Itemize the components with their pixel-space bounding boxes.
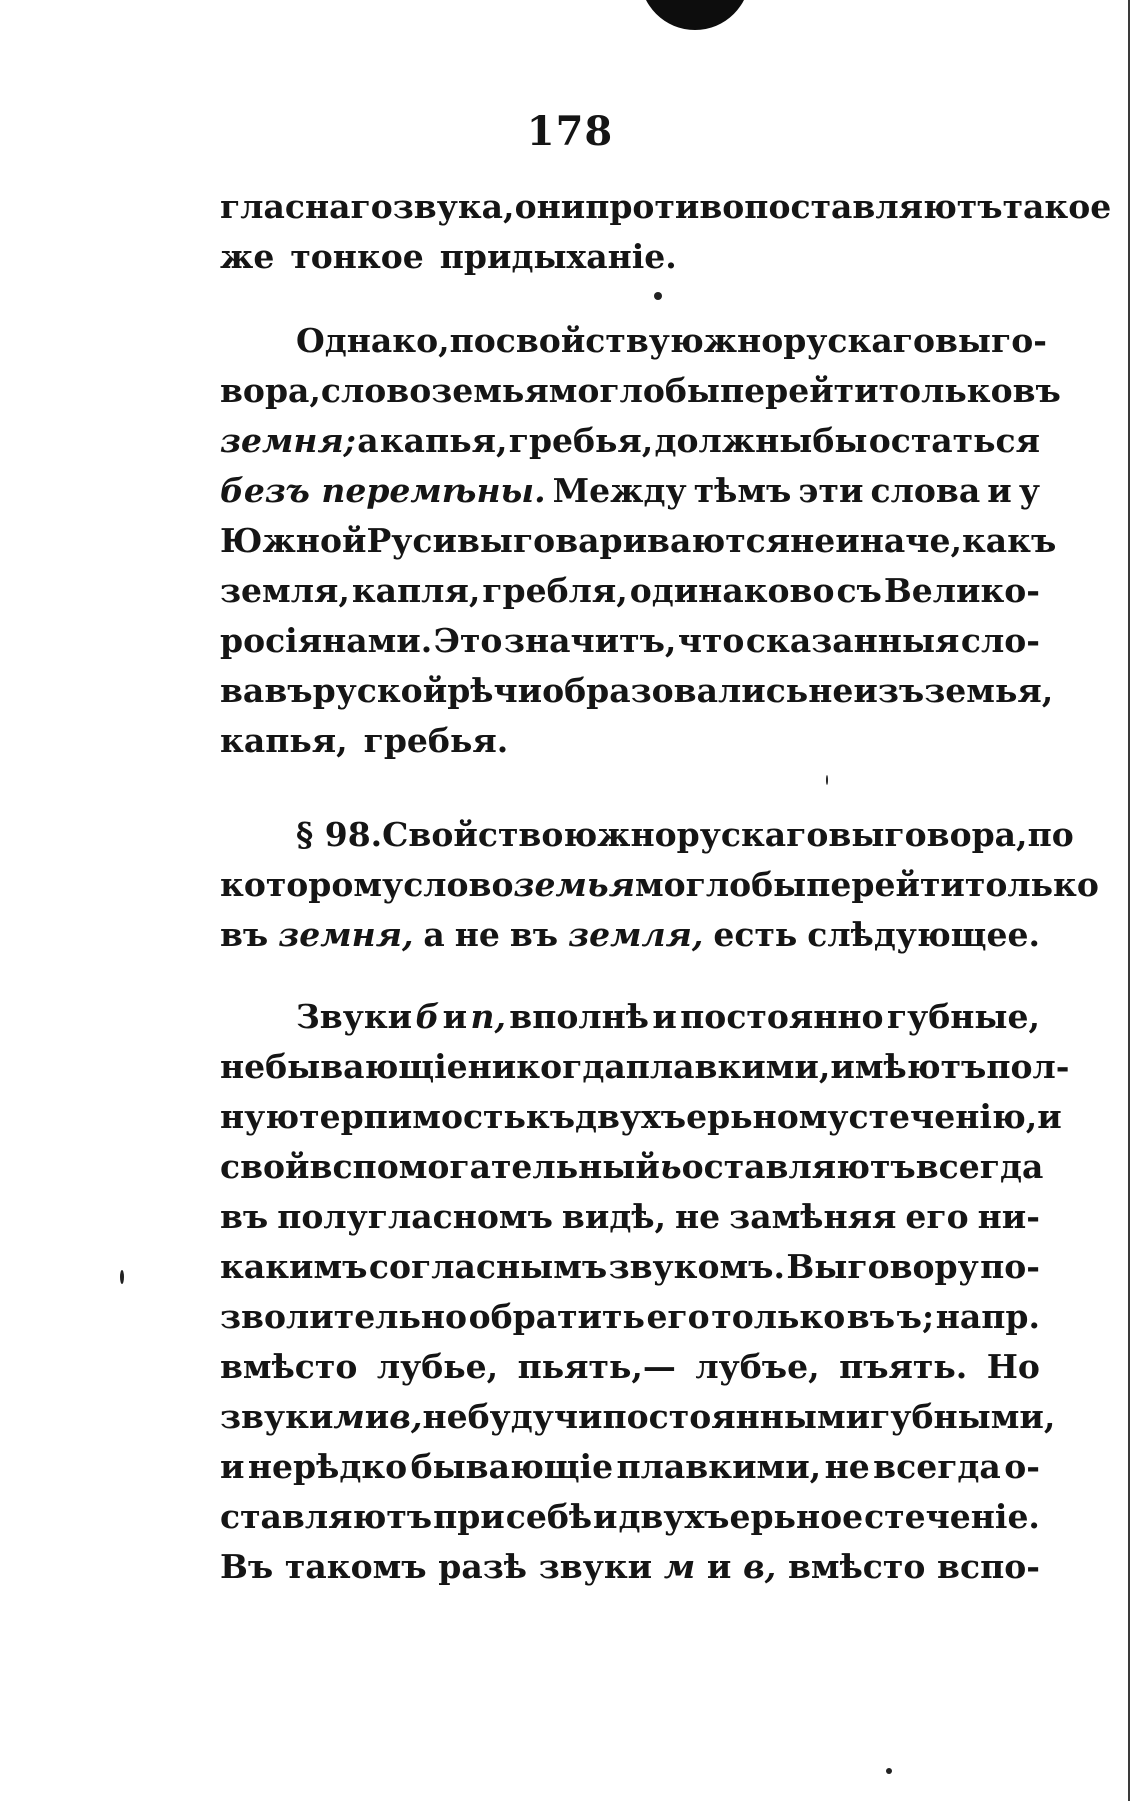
word: земня, <box>278 915 414 954</box>
word: никогда <box>467 1047 626 1086</box>
text-line <box>220 316 1047 366</box>
word: разѣ <box>438 1547 528 1586</box>
word: земня; <box>220 421 356 460</box>
word: гласнаго <box>220 187 393 226</box>
word: перейти <box>719 371 879 410</box>
ink-speck <box>120 1270 124 1284</box>
word: слѣдующее. <box>807 915 1040 954</box>
word: по- <box>980 1247 1040 1286</box>
word: двухъерьное <box>618 1497 864 1536</box>
word: придыханіе. <box>439 237 677 276</box>
word: Руси <box>366 521 457 560</box>
text-line <box>220 1092 1062 1142</box>
word: лубье, <box>376 1347 499 1386</box>
word: Свойство <box>382 815 564 854</box>
paragraph-1 <box>220 182 1112 282</box>
word: въ <box>1012 371 1061 410</box>
text-line <box>220 716 1040 766</box>
word: ва <box>220 671 265 710</box>
word: Велико- <box>883 571 1040 610</box>
word: по <box>449 321 496 360</box>
ink-speck <box>886 1768 892 1774</box>
word: стеченію, <box>848 1097 1038 1136</box>
word: такомъ <box>284 1547 427 1586</box>
text-line <box>220 1492 1040 1542</box>
word: же <box>220 237 275 276</box>
word: о- <box>1004 1447 1040 1486</box>
word: къ <box>525 1097 576 1136</box>
text-line <box>220 810 1074 860</box>
word: по <box>1027 815 1074 854</box>
word: губные, <box>886 997 1040 1036</box>
word: двухъерьному <box>575 1097 849 1136</box>
word: такое <box>1002 187 1112 226</box>
word: будучи <box>467 1397 603 1436</box>
word: вспомогательный <box>309 1147 660 1186</box>
word: его <box>646 1297 710 1336</box>
word: напр. <box>935 1297 1040 1336</box>
text-line <box>220 616 1040 666</box>
section-98-heading <box>220 810 1099 960</box>
word: значитъ, <box>503 621 677 660</box>
word: б <box>415 997 440 1036</box>
word: вспо- <box>937 1547 1040 1586</box>
word: моглобы <box>548 371 720 410</box>
word: земья <box>513 865 635 904</box>
word: есть <box>713 915 798 954</box>
word: ную <box>220 1097 300 1136</box>
word: постоянными <box>602 1397 871 1436</box>
page-edge <box>1128 0 1130 1801</box>
word: м <box>333 1397 365 1436</box>
word: въ <box>264 671 313 710</box>
text-line <box>220 516 1057 566</box>
word: ни- <box>977 1197 1040 1236</box>
word: Въ <box>220 1547 274 1586</box>
word: и <box>706 1547 732 1586</box>
word: ставляютъ <box>220 1497 433 1536</box>
word: небывающіе <box>220 1047 468 1086</box>
word: у <box>1018 471 1040 510</box>
word: оставляютъ <box>681 1147 916 1186</box>
word: они <box>514 187 586 226</box>
word: ь <box>659 1147 682 1186</box>
word: и <box>220 1447 245 1486</box>
word: противопоставляютъ <box>585 187 1003 226</box>
word: полугласномъ <box>277 1197 553 1236</box>
word: имѣютъ <box>830 1047 987 1086</box>
text-line <box>220 1242 1040 1292</box>
word: пъять. <box>839 1347 968 1386</box>
word: Звуки <box>296 997 413 1036</box>
word: образовались <box>542 671 809 710</box>
word: тѣмъ <box>693 471 792 510</box>
word: сказанныя <box>745 621 960 660</box>
word: не <box>454 915 500 954</box>
word: всегда <box>915 1147 1044 1186</box>
word: капья, <box>379 421 508 460</box>
word: губными, <box>870 1397 1056 1436</box>
word: одинаково <box>629 571 835 610</box>
word: слово <box>403 865 514 904</box>
text-line <box>220 666 1054 716</box>
word: звукомъ. <box>608 1247 785 1286</box>
text-line <box>220 1292 1040 1342</box>
word: плавкими, <box>625 1047 831 1086</box>
text-line <box>220 566 1040 616</box>
word: Однако, <box>296 321 450 360</box>
word: ъ; <box>896 1297 935 1336</box>
word: въ <box>220 915 269 954</box>
word: вмѣсто <box>787 1547 926 1586</box>
word: и <box>442 997 468 1036</box>
word: вора, <box>220 371 321 410</box>
word: сло- <box>960 621 1040 660</box>
text-line <box>220 1192 1040 1242</box>
paragraph-2 <box>220 316 1061 766</box>
word: земья <box>431 371 549 410</box>
word: южнорускаго <box>563 815 829 854</box>
word: выговариваются <box>456 521 791 560</box>
word: и <box>364 1397 390 1436</box>
word: Но <box>986 1347 1040 1386</box>
word: стеченіе. <box>864 1497 1040 1536</box>
text-line <box>220 232 1040 282</box>
word: не <box>422 1397 468 1436</box>
ink-blot <box>640 0 750 30</box>
text-line <box>220 1442 1040 1492</box>
page-number: 178 <box>526 108 614 155</box>
word: гребья, <box>508 421 654 460</box>
word: а <box>423 915 445 954</box>
word: которому <box>220 865 404 904</box>
word: остаться <box>868 421 1040 460</box>
word: и <box>593 1497 618 1536</box>
text-line <box>220 182 1112 232</box>
word: свой <box>220 1147 310 1186</box>
word: видѣ, <box>561 1197 667 1236</box>
word: зволительно <box>220 1297 468 1336</box>
word: свойству <box>495 321 670 360</box>
word: пьять,— <box>517 1347 676 1386</box>
word: не <box>790 521 836 560</box>
word: обратить <box>468 1297 645 1336</box>
text-line <box>220 466 1040 516</box>
text-line <box>220 1142 1044 1192</box>
word: Это <box>433 621 503 660</box>
word: а <box>357 421 379 460</box>
word: постоянно <box>680 997 884 1036</box>
word: в, <box>743 1547 777 1586</box>
word: иначе, <box>835 521 962 560</box>
word: нерѣдко <box>247 1447 408 1486</box>
word: себѣ <box>505 1497 593 1536</box>
word: плавкими, <box>616 1447 822 1486</box>
word: южнорускаго <box>669 321 935 360</box>
word: какимъ <box>220 1247 368 1286</box>
word: только <box>964 865 1099 904</box>
word: Южной <box>220 521 367 560</box>
ink-speck <box>826 775 828 785</box>
word: гребья. <box>363 721 509 760</box>
word: и <box>1037 1097 1062 1136</box>
word: земля, <box>568 915 704 954</box>
word: при <box>433 1497 505 1536</box>
text-line <box>220 1392 1056 1442</box>
word: росіянами. <box>220 621 433 660</box>
word: и <box>987 471 1012 510</box>
word: звука, <box>392 187 515 226</box>
word: § 98. <box>296 815 383 854</box>
word: выго- <box>934 321 1047 360</box>
word: звуки <box>220 1397 334 1436</box>
word: земья, <box>924 671 1054 710</box>
word: бывающіе <box>410 1447 614 1486</box>
paragraph-4 <box>220 992 1070 1592</box>
word: земля, <box>220 571 350 610</box>
word: вполнѣ <box>509 997 650 1036</box>
word: выговора, <box>828 815 1028 854</box>
word: замѣняя <box>729 1197 897 1236</box>
word: в, <box>389 1397 423 1436</box>
word: м <box>663 1547 696 1586</box>
word: не <box>808 671 854 710</box>
word: не <box>824 1447 870 1486</box>
word: согласнымъ <box>368 1247 608 1286</box>
text-line <box>220 416 1040 466</box>
word: терпимость <box>299 1097 526 1136</box>
word: капля, <box>351 571 481 610</box>
word: Выговору <box>786 1247 979 1286</box>
word: въ <box>220 1197 269 1236</box>
ink-speck <box>654 292 662 300</box>
word: какъ <box>961 521 1057 560</box>
word: моглобы <box>634 865 807 904</box>
word: Между <box>552 471 687 510</box>
word: лубъе, <box>695 1347 820 1386</box>
text-line <box>220 1042 1070 1092</box>
text-line <box>220 1542 1040 1592</box>
word: гребля, <box>482 571 628 610</box>
word: безъ перемѣны. <box>220 471 546 510</box>
text-line <box>220 1342 1040 1392</box>
word: звуки <box>538 1547 653 1586</box>
word: руской <box>312 671 448 710</box>
text-line <box>220 366 1061 416</box>
word: пол- <box>986 1047 1070 1086</box>
word: всегда <box>873 1447 1001 1486</box>
word: эти <box>798 471 864 510</box>
word: его <box>905 1197 969 1236</box>
text-line <box>220 860 1099 910</box>
word: что <box>677 621 745 660</box>
word: вмѣсто <box>220 1347 358 1386</box>
text-line <box>220 992 1040 1042</box>
text-line <box>220 910 1040 960</box>
word: въ <box>846 1297 896 1336</box>
word: должныбы <box>654 421 868 460</box>
word: рѣчи <box>447 671 543 710</box>
word: только <box>711 1297 846 1336</box>
word: въ <box>509 915 559 954</box>
word: перейти <box>806 865 965 904</box>
word: только <box>878 371 1013 410</box>
word: не <box>675 1197 721 1236</box>
word: тонкое <box>290 237 424 276</box>
word: и <box>652 997 677 1036</box>
word: слова <box>870 471 981 510</box>
word: изъ <box>853 671 925 710</box>
word: съ <box>836 571 882 610</box>
word: слово <box>320 371 432 410</box>
word: п, <box>470 997 506 1036</box>
word: капья, <box>220 721 348 760</box>
